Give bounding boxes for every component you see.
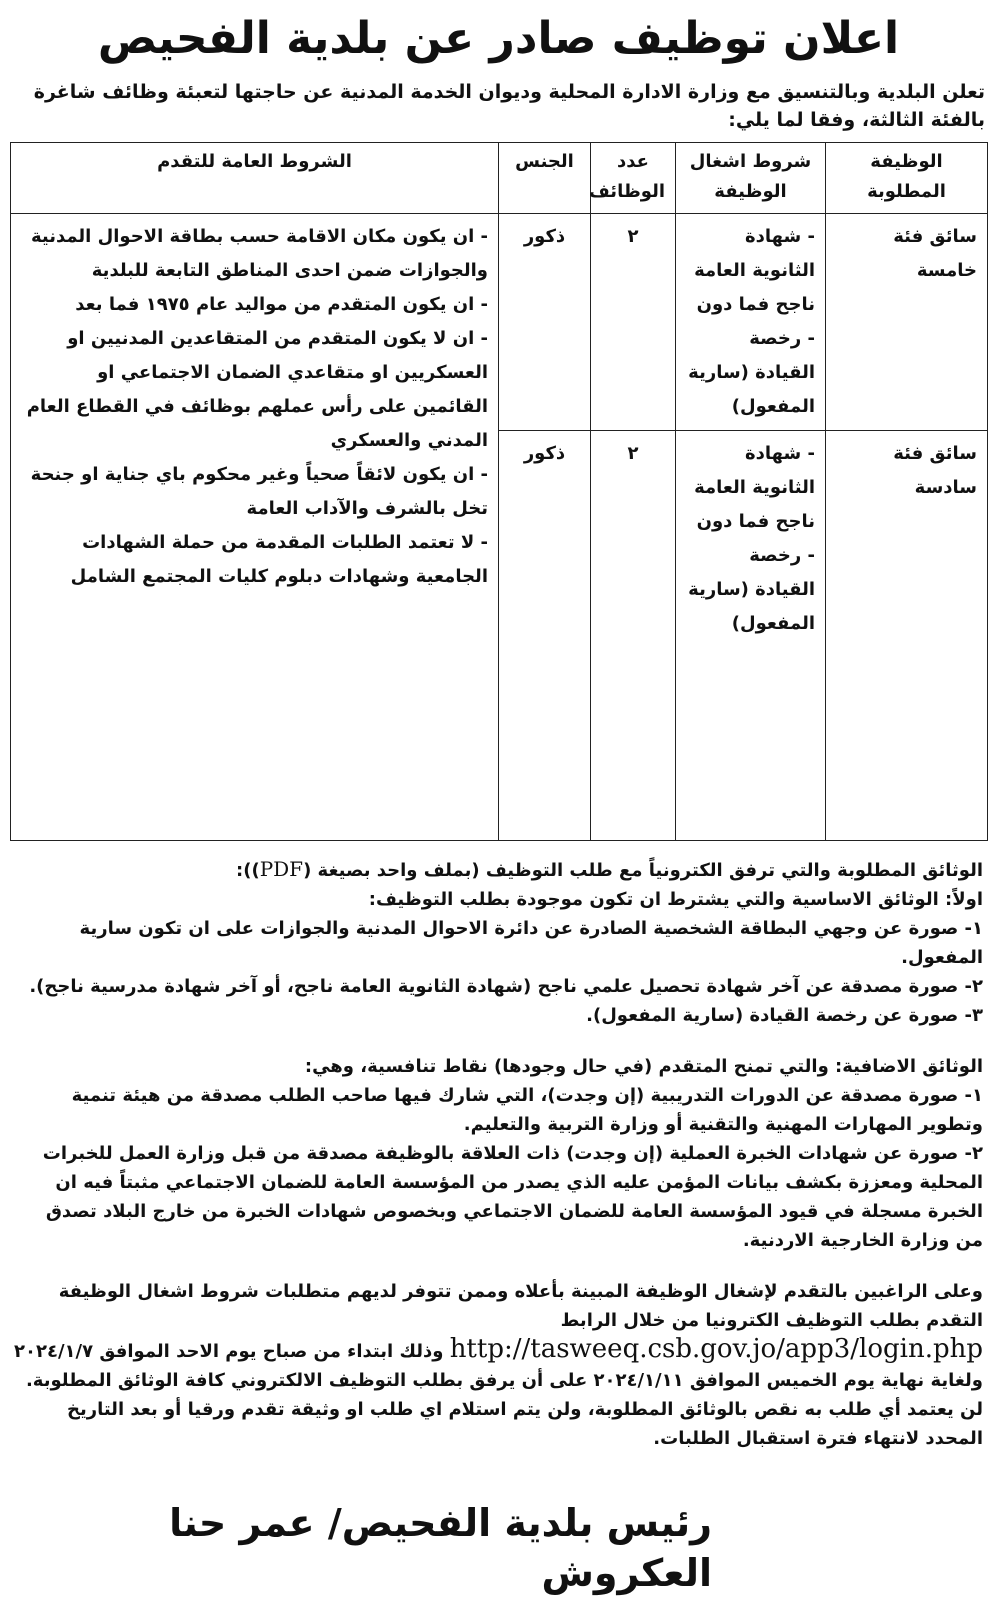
- extra-docs-title: الوثائق الاضافية: والتي تمنح المتقدم (في حال وجودها) نقاط تنافسية، وهي:: [304, 1056, 983, 1077]
- documents-section: [14, 855, 983, 1453]
- condition-item: - رخصة القيادة (سارية المفعول): [688, 545, 815, 634]
- general-condition-item: - ان يكون مكان الاقامة حسب بطاقة الاحوال المدنية والجوازات ضمن احدى المناطق التابعة للبلدية: [30, 226, 488, 281]
- job-count-cell: ٢: [591, 431, 676, 841]
- job-conditions-cell: [676, 431, 826, 841]
- job-title-cell: سائق فئة سادسة: [826, 431, 988, 841]
- general-condition-item: - ان يكون المتقدم من مواليد عام ١٩٧٥ فما بعد: [75, 294, 488, 315]
- spacer: [14, 1030, 983, 1052]
- documents-intro-end: )):: [236, 860, 260, 881]
- table-row: [11, 214, 988, 431]
- intro-paragraph: تعلن البلدية وبالتنسيق مع وزارة الادارة المحلية وديوان الخدمة المدنية عن حاجتها لتعبئة وظائف شاغرة بالفئة الثالثة، وفقا لما يلي:: [33, 81, 985, 131]
- jobs-table: [10, 142, 988, 841]
- general-conditions-cell: [11, 214, 499, 841]
- announcement-page: [0, 10, 997, 1610]
- table-header-row: [11, 143, 988, 214]
- page-title: اعلان توظيف صادر عن بلدية الفحيص: [97, 13, 900, 64]
- application-link[interactable]: http://tasweeq.csb.gov.jo/app3/login.php: [449, 1334, 983, 1364]
- condition-item: - رخصة القيادة (سارية المفعول): [688, 328, 815, 417]
- basic-doc-item: ٣- صورة عن رخصة القيادة (سارية المفعول).: [586, 1005, 983, 1026]
- rejection-notice: لن يعتمد أي طلب به نقص بالوثائق المطلوبة، ولن يتم استلام اي طلب او وثيقة تقدم ورقيا أو بعد التاريخ المحدد لانتهاء فترة استقبال الطلبات.: [66, 1399, 983, 1449]
- general-condition-item: - ان يكون لائقاً صحياً وغير محكوم باي جناية او جنحة تخل بالشرف والآداب العامة: [30, 464, 488, 519]
- header-job: الوظيفة المطلوبة: [826, 143, 988, 214]
- general-condition-item: - ان لا يكون المتقدم من المتقاعدين المدنيين او العسكريين او متقاعدي الضمان الاجتماعي او القائمين على رأس عملهم بوظائف في القطاع العام المدني والعسكري: [26, 328, 488, 451]
- signature-line: رئيس بلدية الفحيص/ عمر حنا العكروش: [169, 1501, 712, 1595]
- job-gender-cell: ذكور: [499, 431, 591, 841]
- extra-doc-item: ٢- صورة عن شهادات الخبرة العملية (إن وجدت) ذات العلاقة بالوظيفة مصدقة من قبل وزارة العمل للخبرات المحلية ومعززة بكشف بيانات المؤمن عليه الذي يصدر من المؤسسة العامة للضمان الاجتماعي مثبتاً فيه ان الخبرة مسجلة في قيود المؤسسة العامة للضمان الاجتماعي وبخصوص شهادات الخبرة من خارج البلاد تصدق من وزارة الخارجية الاردنية.: [42, 1143, 983, 1251]
- documents-intro-text: الوثائق المطلوبة والتي ترفق الكترونياً مع طلب التوظيف (بملف واحد بصيغة (: [303, 860, 983, 881]
- header-conditions: شروط اشغال الوظيفة: [676, 143, 826, 214]
- general-condition-item: - لا تعتمد الطلبات المقدمة من حملة الشهادات الجامعية وشهادات دبلوم كليات المجتمع الشامل: [70, 532, 488, 587]
- header-general: الشروط العامة للتقدم: [11, 143, 499, 214]
- job-gender-cell: ذكور: [499, 214, 591, 431]
- job-count-cell: ٢: [591, 214, 676, 431]
- header-count: عدد الوظائف: [591, 143, 676, 214]
- pdf-format-label: PDF: [259, 857, 304, 881]
- spacer: [14, 1255, 983, 1277]
- condition-item: - شهادة الثانوية العامة ناجح فما دون: [694, 226, 815, 315]
- application-dates: وذلك ابتداء من صباح يوم الاحد الموافق ٢٠٢٤/١/٧ ولغاية نهاية يوم الخميس الموافق ٢٠٢٤/١/١١ على أن يرفق بطلب التوظيف الالكتروني كافة الوثائق المطلوبة.: [14, 1341, 983, 1391]
- application-instructions: [14, 1277, 983, 1395]
- header-gender: الجنس: [499, 143, 591, 214]
- job-title-cell: سائق فئة خامسة: [826, 214, 988, 431]
- job-conditions-cell: [676, 214, 826, 431]
- documents-intro: [14, 855, 983, 885]
- condition-item: - شهادة الثانوية العامة ناجح فما دون: [694, 443, 815, 532]
- basic-doc-item: ١- صورة عن وجهي البطاقة الشخصية الصادرة عن دائرة الاحوال المدنية والجوازات على ان تكون سارية المفعول.: [79, 918, 983, 968]
- basic-docs-title: اولاً: الوثائق الاساسية والتي يشترط ان تكون موجودة بطلب التوظيف:: [368, 889, 983, 910]
- extra-doc-item: ١- صورة مصدقة عن الدورات التدريبية (إن وجدت)، التي شارك فيها صاحب الطلب مصدقة من هيئة تنمية وتطوير المهارات المهنية والتقنية أو وزارة التربية والتعليم.: [71, 1085, 983, 1135]
- application-text: وعلى الراغبين بالتقدم لإشغال الوظيفة المبينة بأعلاه وممن تتوفر لديهم متطلبات شروط اشغال الوظيفة التقدم بطلب التوظيف الكترونيا من خلال الرابط: [58, 1281, 983, 1331]
- basic-doc-item: ٢- صورة مصدقة عن آخر شهادة تحصيل علمي ناجح (شهادة الثانوية العامة ناجح، أو آخر شهادة مدرسية ناجح).: [29, 976, 983, 997]
